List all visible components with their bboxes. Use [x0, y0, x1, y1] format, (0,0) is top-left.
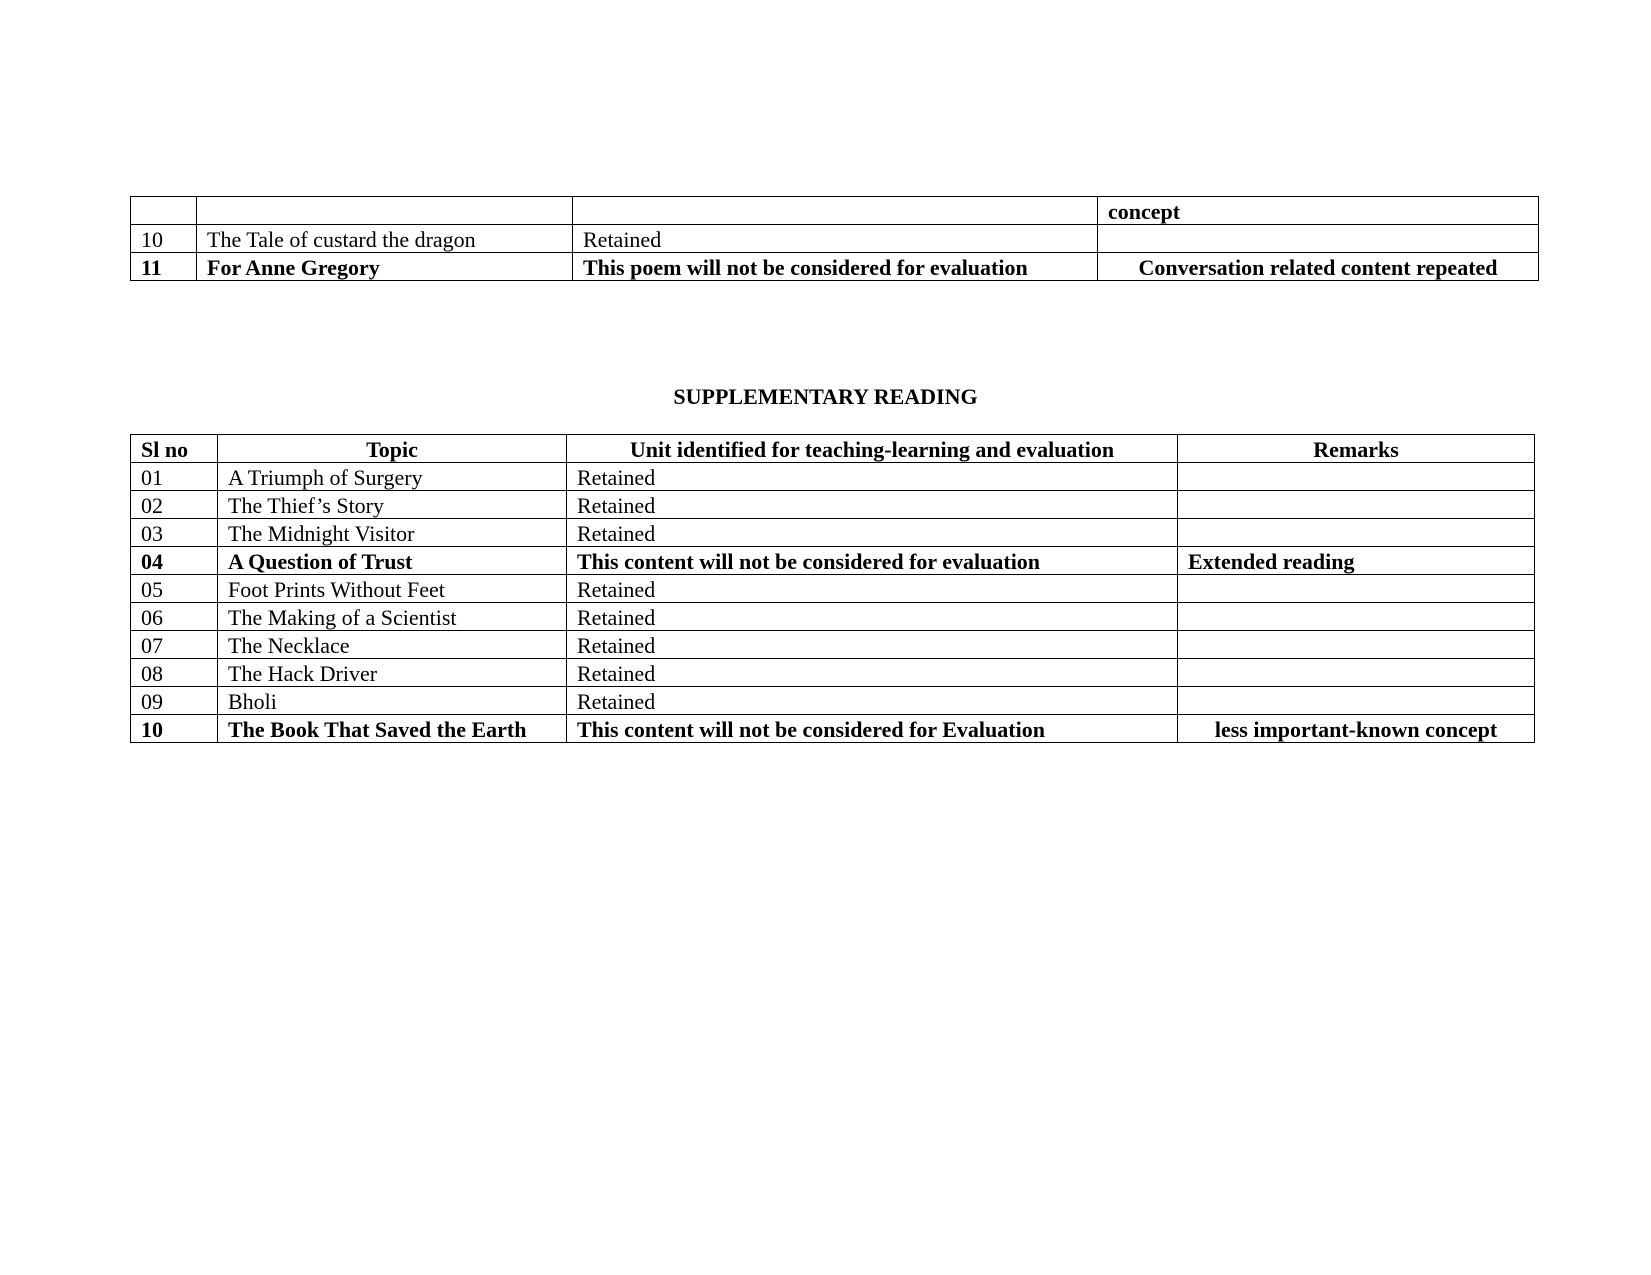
- table-header: [131, 435, 1535, 463]
- topic-cell: A Triumph of Surgery: [218, 463, 567, 491]
- sl-cell: 10: [131, 225, 197, 253]
- header-row: [131, 435, 1535, 463]
- sl-cell: 05: [131, 575, 218, 603]
- remarks-cell: [1178, 631, 1535, 659]
- topic-cell: The Thief’s Story: [218, 491, 567, 519]
- remarks-cell: [1178, 659, 1535, 687]
- table-row: [131, 603, 1535, 631]
- table-row: [131, 463, 1535, 491]
- remarks-cell: Conversation related content repeated: [1098, 253, 1539, 281]
- header-unit: Unit identified for teaching-learning and evaluation: [567, 435, 1178, 463]
- sl-cell: [131, 197, 197, 225]
- remarks-cell: Extended reading: [1178, 547, 1535, 575]
- sl-cell: 11: [131, 253, 197, 281]
- unit-cell: Retained: [567, 603, 1178, 631]
- table-row: [131, 253, 1539, 281]
- sl-cell: 09: [131, 687, 218, 715]
- remarks-cell: concept: [1098, 197, 1539, 225]
- table-row: [131, 519, 1535, 547]
- table-row: [131, 491, 1535, 519]
- remarks-cell: [1178, 687, 1535, 715]
- topic-cell: The Book That Saved the Earth: [218, 715, 567, 743]
- topic-cell: Foot Prints Without Feet: [218, 575, 567, 603]
- topic-cell: The Making of a Scientist: [218, 603, 567, 631]
- header-remarks: Remarks: [1178, 435, 1535, 463]
- unit-cell: Retained: [567, 519, 1178, 547]
- table-row: [131, 547, 1535, 575]
- sl-cell: 07: [131, 631, 218, 659]
- unit-cell: Retained: [567, 575, 1178, 603]
- unit-cell: Retained: [567, 631, 1178, 659]
- unit-cell: Retained: [573, 225, 1098, 253]
- sl-cell: 04: [131, 547, 218, 575]
- remarks-cell: [1178, 519, 1535, 547]
- table-row: [131, 197, 1539, 225]
- topic-cell: The Necklace: [218, 631, 567, 659]
- supplementary-table-body: [131, 463, 1535, 743]
- unit-cell: [573, 197, 1098, 225]
- remarks-cell: [1178, 575, 1535, 603]
- sl-cell: 01: [131, 463, 218, 491]
- unit-cell: This content will not be considered for evaluation: [567, 547, 1178, 575]
- unit-cell: This poem will not be considered for evaluation: [573, 253, 1098, 281]
- remarks-cell: [1178, 603, 1535, 631]
- unit-cell: This content will not be considered for Evaluation: [567, 715, 1178, 743]
- table-row: [131, 715, 1535, 743]
- table-row: [131, 659, 1535, 687]
- supplementary-reading-table: [130, 434, 1535, 743]
- sl-cell: 10: [131, 715, 218, 743]
- sl-cell: 02: [131, 491, 218, 519]
- syllabus-table-continued: [130, 196, 1539, 281]
- table-row: [131, 225, 1539, 253]
- table-row: [131, 631, 1535, 659]
- remarks-cell: [1178, 463, 1535, 491]
- topic-cell: The Midnight Visitor: [218, 519, 567, 547]
- remarks-cell: [1178, 491, 1535, 519]
- header-topic: Topic: [218, 435, 567, 463]
- section-title: SUPPLEMENTARY READING: [673, 384, 978, 409]
- remarks-cell: [1098, 225, 1539, 253]
- unit-cell: Retained: [567, 491, 1178, 519]
- topic-cell: For Anne Gregory: [197, 253, 573, 281]
- table-row: [131, 575, 1535, 603]
- topic-cell: The Hack Driver: [218, 659, 567, 687]
- topic-cell: A Question of Trust: [218, 547, 567, 575]
- topic-cell: The Tale of custard the dragon: [197, 225, 573, 253]
- sl-cell: 03: [131, 519, 218, 547]
- sl-cell: 08: [131, 659, 218, 687]
- remarks-cell: less important-known concept: [1178, 715, 1535, 743]
- unit-cell: Retained: [567, 463, 1178, 491]
- topic-cell: Bholi: [218, 687, 567, 715]
- unit-cell: Retained: [567, 659, 1178, 687]
- sl-cell: 06: [131, 603, 218, 631]
- topic-cell: [197, 197, 573, 225]
- header-sl-no: Sl no: [131, 435, 218, 463]
- table-row: [131, 687, 1535, 715]
- syllabus-table-body: [131, 197, 1539, 281]
- unit-cell: Retained: [567, 687, 1178, 715]
